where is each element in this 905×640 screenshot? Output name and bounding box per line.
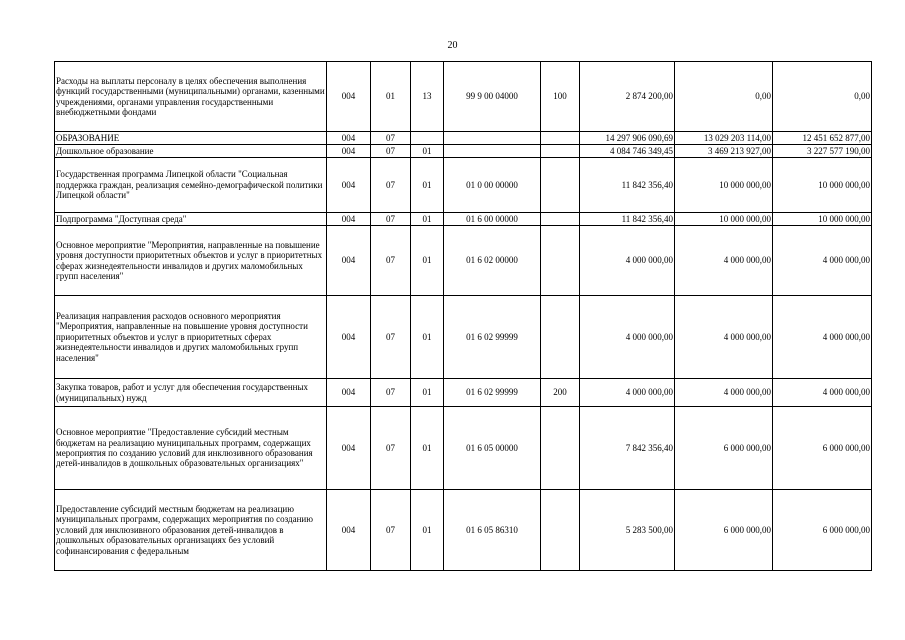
row-expense-type — [541, 132, 580, 145]
row-sum-3: 4 000 000,00 — [773, 296, 872, 379]
row-target-code: 01 6 02 99999 — [444, 296, 541, 379]
row-target-code: 99 9 00 04000 — [444, 62, 541, 132]
row-sum-2: 10 000 000,00 — [675, 213, 773, 226]
row-sum-2: 6 000 000,00 — [675, 407, 773, 490]
row-ministry-code: 004 — [327, 379, 371, 407]
row-target-code: 01 6 05 00000 — [444, 407, 541, 490]
row-target-code: 01 6 02 00000 — [444, 226, 541, 296]
table-row — [55, 296, 872, 379]
row-sum-2: 3 469 213 927,00 — [675, 145, 773, 158]
table-row — [55, 226, 872, 296]
row-ministry-code: 004 — [327, 132, 371, 145]
row-sum-3: 6 000 000,00 — [773, 407, 872, 490]
row-expense-type — [541, 407, 580, 490]
row-section-code: 07 — [371, 213, 411, 226]
row-name: Реализация направления расходов основного мероприятия "Мероприятия, направленные на повышение уровня доступности приоритетных объектов и услуг в приоритетных сферах жизнедеятельности инвалидов и других маломобильных групп населения" — [55, 296, 327, 379]
row-sum-2: 4 000 000,00 — [675, 296, 773, 379]
row-section-code: 07 — [371, 407, 411, 490]
row-expense-type — [541, 490, 580, 571]
row-sum-1: 2 874 200,00 — [580, 62, 675, 132]
row-sum-2: 4 000 000,00 — [675, 379, 773, 407]
row-sum-3: 4 000 000,00 — [773, 379, 872, 407]
row-ministry-code: 004 — [327, 490, 371, 571]
row-sum-1: 4 084 746 349,45 — [580, 145, 675, 158]
row-subsection-code — [411, 132, 444, 145]
row-name: Закупка товаров, работ и услуг для обеспечения государственных (муниципальных) нужд — [55, 379, 327, 407]
row-sum-2: 6 000 000,00 — [675, 490, 773, 571]
row-name: Расходы на выплаты персоналу в целях обеспечения выполнения функций государственными (муниципальными) органами, казенными учреждениями, органами управления государственными внебюджетными фондами — [55, 62, 327, 132]
row-subsection-code: 01 — [411, 407, 444, 490]
row-sum-2: 13 029 203 114,00 — [675, 132, 773, 145]
row-expense-type: 100 — [541, 62, 580, 132]
row-expense-type — [541, 158, 580, 213]
row-sum-1: 7 842 356,40 — [580, 407, 675, 490]
row-section-code: 07 — [371, 158, 411, 213]
row-ministry-code: 004 — [327, 213, 371, 226]
table-row — [55, 379, 872, 407]
row-ministry-code: 004 — [327, 62, 371, 132]
row-expense-type — [541, 213, 580, 226]
row-subsection-code: 01 — [411, 226, 444, 296]
row-subsection-code: 01 — [411, 213, 444, 226]
row-section-code: 07 — [371, 296, 411, 379]
row-sum-2: 0,00 — [675, 62, 773, 132]
row-section-code: 07 — [371, 379, 411, 407]
row-sum-3: 10 000 000,00 — [773, 158, 872, 213]
row-sum-1: 4 000 000,00 — [580, 226, 675, 296]
table-row — [55, 490, 872, 571]
row-sum-1: 4 000 000,00 — [580, 379, 675, 407]
row-sum-3: 3 227 577 190,00 — [773, 145, 872, 158]
table-row — [55, 62, 872, 132]
row-sum-1: 11 842 356,40 — [580, 158, 675, 213]
row-ministry-code: 004 — [327, 145, 371, 158]
row-sum-1: 5 283 500,00 — [580, 490, 675, 571]
row-sum-3: 0,00 — [773, 62, 872, 132]
row-name: Основное мероприятие "Предоставление субсидий местным бюджетам на реализацию муниципальных программ, содержащих мероприятия по созданию условий для инклюзивного образования детей-инвалидов в дошкольных образовательных организациях" — [55, 407, 327, 490]
row-expense-type — [541, 296, 580, 379]
row-sum-2: 10 000 000,00 — [675, 158, 773, 213]
row-sum-3: 4 000 000,00 — [773, 226, 872, 296]
row-ministry-code: 004 — [327, 407, 371, 490]
row-section-code: 07 — [371, 490, 411, 571]
budget-table — [54, 61, 872, 571]
row-section-code: 07 — [371, 226, 411, 296]
row-name: Предоставление субсидий местным бюджетам на реализацию муниципальных программ, содержащих мероприятия по созданию условий для инклюзивного образования детей-инвалидов в дошкольных образовательных организациях без условий софинансирования с федеральным — [55, 490, 327, 571]
row-subsection-code: 01 — [411, 158, 444, 213]
table-row — [55, 158, 872, 213]
row-subsection-code: 01 — [411, 379, 444, 407]
row-sum-3: 12 451 652 877,00 — [773, 132, 872, 145]
row-name: Дошкольное образование — [55, 145, 327, 158]
row-target-code: 01 6 00 00000 — [444, 213, 541, 226]
row-sum-3: 6 000 000,00 — [773, 490, 872, 571]
row-target-code: 01 6 02 99999 — [444, 379, 541, 407]
row-expense-type — [541, 145, 580, 158]
table-row — [55, 145, 872, 158]
row-target-code: 01 0 00 00000 — [444, 158, 541, 213]
row-sum-1: 4 000 000,00 — [580, 296, 675, 379]
row-ministry-code: 004 — [327, 226, 371, 296]
row-name: Основное мероприятие "Мероприятия, направленные на повышение уровня доступности приоритетных объектов и услуг в приоритетных сферах жизнедеятельности инвалидов и других маломобильных групп населения" — [55, 226, 327, 296]
row-name: Государственная программа Липецкой области "Социальная поддержка граждан, реализация семейно-демографической политики Липецкой области" — [55, 158, 327, 213]
row-section-code: 07 — [371, 132, 411, 145]
row-target-code — [444, 132, 541, 145]
row-ministry-code: 004 — [327, 158, 371, 213]
row-sum-3: 10 000 000,00 — [773, 213, 872, 226]
table-row — [55, 407, 872, 490]
row-section-code: 07 — [371, 145, 411, 158]
row-sum-1: 11 842 356,40 — [580, 213, 675, 226]
row-subsection-code: 13 — [411, 62, 444, 132]
row-section-code: 01 — [371, 62, 411, 132]
row-subsection-code: 01 — [411, 145, 444, 158]
row-ministry-code: 004 — [327, 296, 371, 379]
row-subsection-code: 01 — [411, 490, 444, 571]
row-target-code: 01 6 05 86310 — [444, 490, 541, 571]
row-sum-2: 4 000 000,00 — [675, 226, 773, 296]
row-name: ОБРАЗОВАНИЕ — [55, 132, 327, 145]
row-target-code — [444, 145, 541, 158]
row-name: Подпрограмма "Доступная среда" — [55, 213, 327, 226]
row-expense-type: 200 — [541, 379, 580, 407]
table-row — [55, 213, 872, 226]
row-sum-1: 14 297 906 090,69 — [580, 132, 675, 145]
row-subsection-code: 01 — [411, 296, 444, 379]
table-row — [55, 132, 872, 145]
page-number: 20 — [447, 40, 458, 51]
row-expense-type — [541, 226, 580, 296]
